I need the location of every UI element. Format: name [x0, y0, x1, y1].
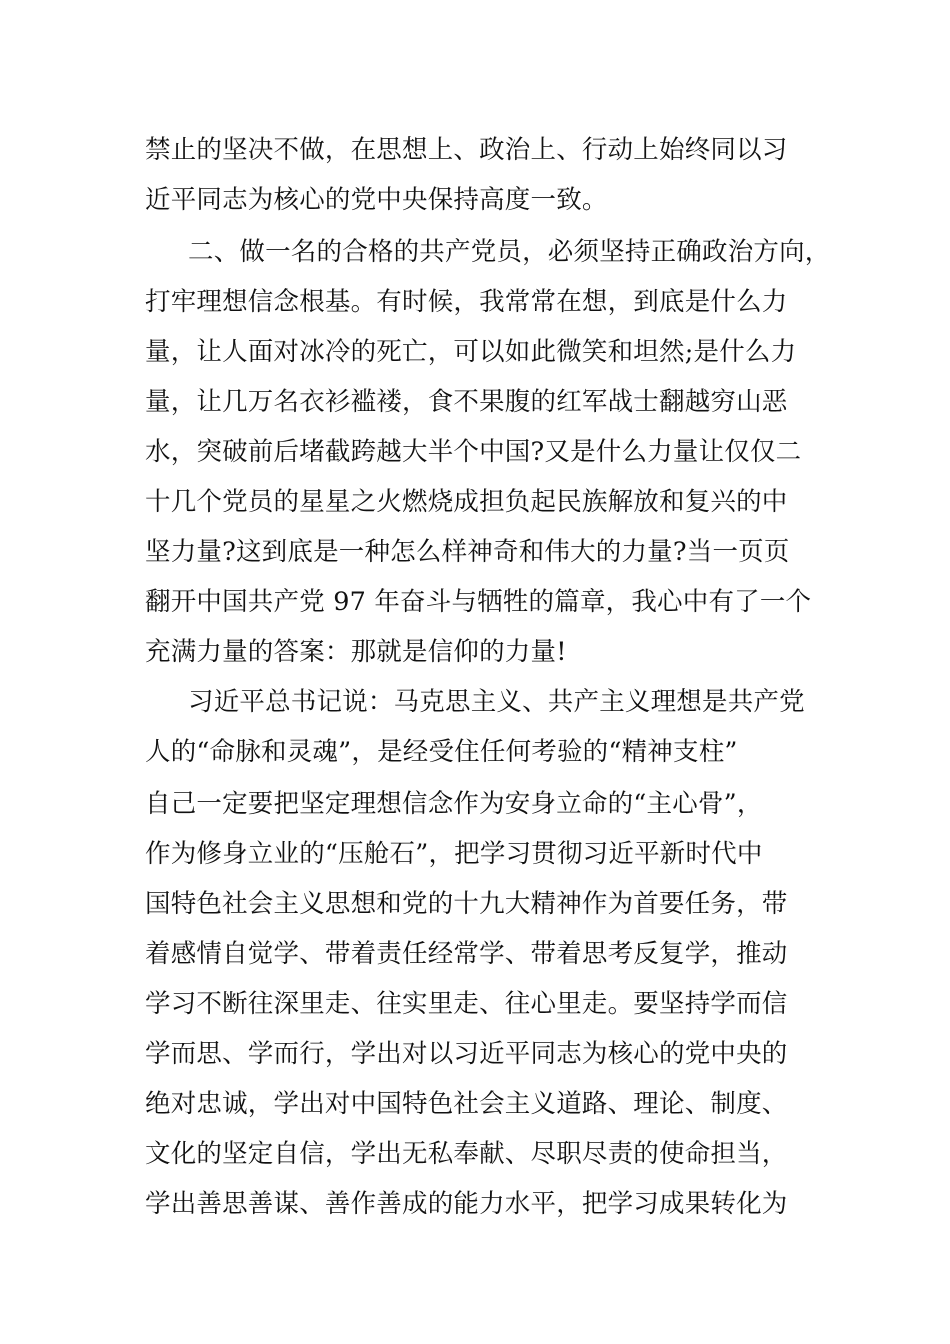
text-line: 坚力量?这到底是一种怎么样神奇和伟大的力量?当一页页	[145, 537, 790, 567]
text-line: 学出善思善谋、善作善成的能力水平，把学习成果转化为	[145, 1189, 788, 1219]
text-line: 学习不断往深里走、往实里走、往心里走。要坚持学而信	[145, 989, 788, 1019]
text-line: 着感情自觉学、带着责任经常学、带着思考反复学，推动	[145, 939, 788, 969]
text-line: 近平同志为核心的党中央保持高度一致。	[145, 185, 608, 215]
paragraph-start-line: 二、做一名的合格的共产党员，必须坚持正确政治方向，	[188, 237, 831, 267]
text-line: 水，突破前后堵截跨越大半个中国?又是什么力量让仅仅二	[145, 437, 802, 467]
text-line: 绝对忠诚，学出对中国特色社会主义道路、理论、制度、	[145, 1089, 788, 1119]
text-line: 作为修身立业的“压舱石”，把学习贯彻习近平新时代中	[145, 839, 763, 869]
text-line: 量，让几万名衣衫褴褛，食不果腹的红军战士翻越穷山恶	[145, 387, 788, 417]
text-line: 充满力量的答案：那就是信仰的力量!	[145, 637, 567, 667]
text-line: 学而思、学而行，学出对以习近平同志为核心的党中央的	[145, 1039, 788, 1069]
text-line: 文化的坚定自信，学出无私奉献、尽职尽责的使命担当，	[145, 1139, 788, 1169]
paragraph-start-line: 习近平总书记说：马克思主义、共产主义理想是共产党	[188, 687, 805, 717]
text-line: 禁止的坚决不做，在思想上、政治上、行动上始终同以习	[145, 135, 788, 165]
text-line: 打牢理想信念根基。有时候，我常常在想，到底是什么力	[145, 287, 788, 317]
text-line: 量，让人面对冰冷的死亡，可以如此微笑和坦然;是什么力	[145, 337, 797, 367]
text-line: 国特色社会主义思想和党的十九大精神作为首要任务，带	[145, 889, 788, 919]
text-line: 自己一定要把坚定理想信念作为安身立命的“主心骨”，	[145, 789, 763, 819]
text-line: 翻开中国共产党 97 年奋斗与牺牲的篇章，我心中有了一个	[145, 587, 812, 617]
text-line: 十几个党员的星星之火燃烧成担负起民族解放和复兴的中	[145, 487, 788, 517]
text-line: 人的“命脉和灵魂”，是经受住任何考验的“精神支柱”	[145, 737, 738, 767]
